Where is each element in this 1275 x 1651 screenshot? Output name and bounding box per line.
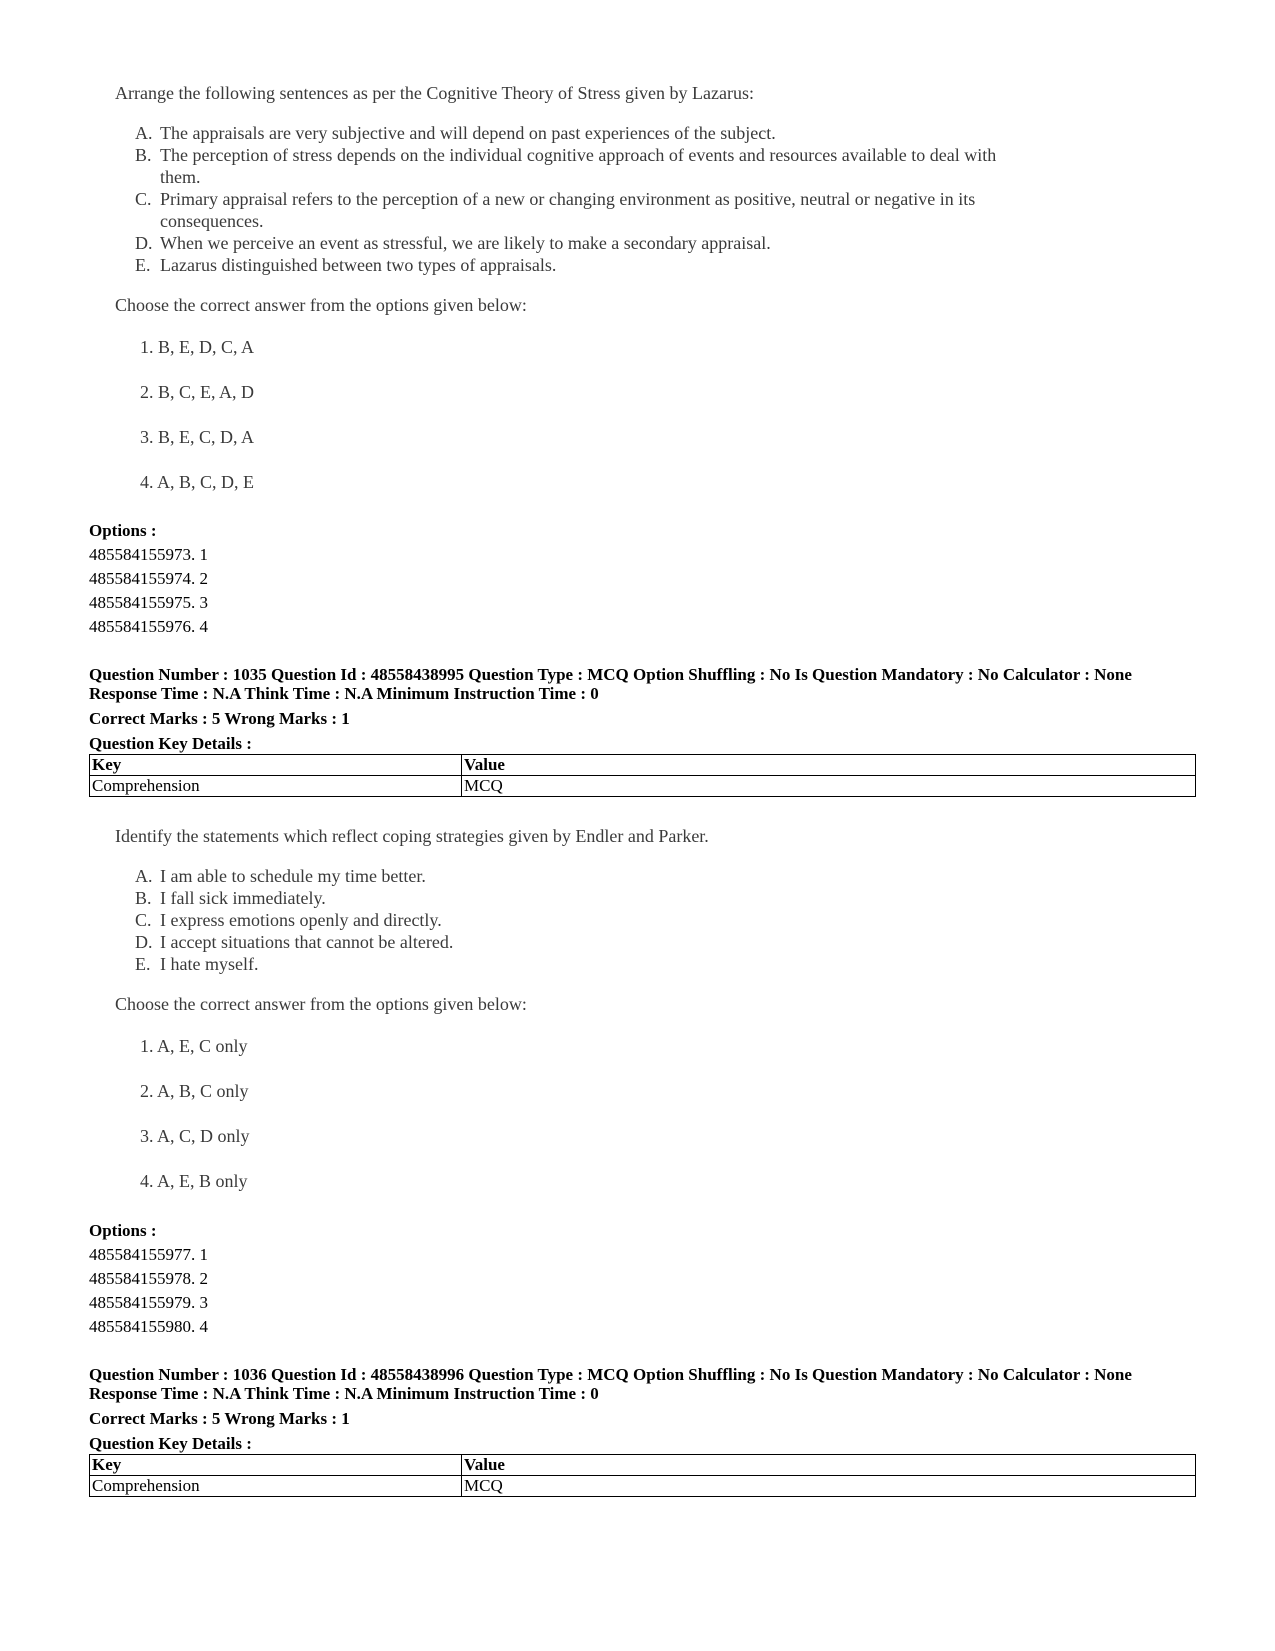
statement-list [115, 865, 1015, 975]
question-header-line: Question Number : 1035 Question Id : 48558438995 Question Type : MCQ Option Shuffling : No Is Question Mandatory : No Calculator : None [89, 665, 1132, 684]
table-cell-key: Comprehension [90, 1476, 462, 1497]
question-stem: Identify the statements which reflect coping strategies given by Endler and Parker. [115, 826, 709, 846]
options-block-1034 [89, 519, 208, 639]
option-id: 485584155980. 4 [89, 1317, 208, 1336]
option-id: 485584155978. 2 [89, 1269, 208, 1288]
statement-e: E. I hate myself. [135, 954, 259, 974]
question-marks: Correct Marks : 5 Wrong Marks : 1 [89, 709, 350, 728]
option-id: 485584155977. 1 [89, 1245, 208, 1264]
options-header: Options : [89, 1221, 157, 1240]
question-meta-1036 [89, 1365, 1199, 1453]
question-meta-1035 [89, 665, 1199, 753]
answer-choice: 3. B, E, C, D, A [140, 427, 255, 447]
option-id: 485584155976. 4 [89, 617, 208, 636]
question-timing-line: Response Time : N.A Think Time : N.A Minimum Instruction Time : 0 [89, 1384, 599, 1403]
statement-a: A. I am able to schedule my time better. [135, 866, 426, 886]
answer-choice: 2. A, B, C only [140, 1081, 249, 1101]
statement-d: D. When we perceive an event as stressful, we are likely to make a secondary appraisal. [135, 233, 771, 253]
option-id: 485584155973. 1 [89, 545, 208, 564]
answer-choice: 1. B, E, D, C, A [140, 337, 255, 357]
table-header-row [90, 755, 1196, 776]
options-block-1035 [89, 1219, 208, 1339]
question-key-table-1035 [89, 754, 1196, 797]
statement-d: D. I accept situations that cannot be altered. [135, 932, 454, 952]
question-key-details-label: Question Key Details : [89, 1434, 252, 1453]
column-header-value: Value [462, 1455, 1196, 1476]
question-header-line: Question Number : 1036 Question Id : 48558438996 Question Type : MCQ Option Shuffling : No Is Question Mandatory : No Calculator : None [89, 1365, 1132, 1384]
table-row [90, 1476, 1196, 1497]
answer-choice: 2. B, C, E, A, D [140, 382, 255, 402]
column-header-key: Key [90, 1455, 462, 1476]
answer-choice: 4. A, B, C, D, E [140, 472, 255, 492]
statement-c: C. Primary appraisal refers to the perception of a new or changing environment as positive, neutral or negative in its consequences. [135, 189, 976, 231]
option-id: 485584155979. 3 [89, 1293, 208, 1312]
table-row [90, 776, 1196, 797]
table-header-row [90, 1455, 1196, 1476]
statement-list [115, 122, 1015, 276]
answer-choice: 3. A, C, D only [140, 1126, 250, 1146]
statement-e: E. Lazarus distinguished between two types of appraisals. [135, 255, 557, 275]
statement-b: B. I fall sick immediately. [135, 888, 326, 908]
question-key-details-label: Question Key Details : [89, 734, 252, 753]
column-header-key: Key [90, 755, 462, 776]
question-image-1034 [115, 82, 1015, 516]
table-cell-value: MCQ [462, 776, 1196, 797]
answer-list [140, 1035, 1015, 1192]
choose-instruction: Choose the correct answer from the options given below: [115, 295, 527, 315]
statement-b: B. The perception of stress depends on the individual cognitive approach of events and resources available to deal with them. [135, 145, 997, 187]
answer-choice: 4. A, E, B only [140, 1171, 248, 1191]
question-key-table-1036 [89, 1454, 1196, 1497]
question-stem: Arrange the following sentences as per the Cognitive Theory of Stress given by Lazarus: [115, 83, 754, 103]
option-id: 485584155975. 3 [89, 593, 208, 612]
answer-list [140, 336, 1015, 493]
table-cell-value: MCQ [462, 1476, 1196, 1497]
statement-a: A. The appraisals are very subjective and will depend on past experiences of the subject. [135, 123, 776, 143]
question-marks: Correct Marks : 5 Wrong Marks : 1 [89, 1409, 350, 1428]
choose-instruction: Choose the correct answer from the options given below: [115, 994, 527, 1014]
answer-choice: 1. A, E, C only [140, 1036, 248, 1056]
question-timing-line: Response Time : N.A Think Time : N.A Minimum Instruction Time : 0 [89, 684, 599, 703]
options-header: Options : [89, 521, 157, 540]
table-cell-key: Comprehension [90, 776, 462, 797]
option-id: 485584155974. 2 [89, 569, 208, 588]
question-image-1035 [115, 825, 1015, 1215]
column-header-value: Value [462, 755, 1196, 776]
statement-c: C. I express emotions openly and directly. [135, 910, 442, 930]
